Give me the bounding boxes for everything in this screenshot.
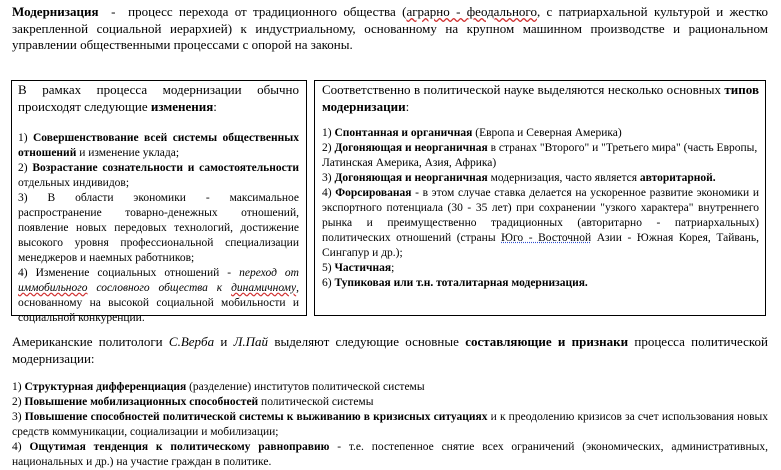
types-item-bold: Догоняющая и неорганичная [334,172,488,184]
types-item-mid: модернизация, часто является [487,172,640,184]
list-item [322,261,759,276]
components-lead [12,334,768,367]
components-item-number: 4) [12,441,30,453]
types-item-number: 3) [322,172,335,184]
components-item-rest: (разделение) институтов политической системы [186,381,425,393]
components-and: и [214,334,234,349]
components-item-number: 1) [12,381,25,393]
list-item [322,126,759,141]
types-item-rest: (Европа и Северная Америка) [472,127,622,139]
components-list [12,380,768,470]
types-item-number: 1) [322,127,335,139]
types-item-text-end: Азии - Южная Корея, Тайвань, Сингапур и др.); [322,232,759,259]
list-item [12,410,768,440]
list-item [322,186,759,261]
changes-item-dynamic: динамичному [231,282,297,294]
changes-item-end: , основанному на высокой социальной мобильности и социальной конкуренции. [18,282,299,324]
intro-agrarian: аграрно - феодального [406,4,537,19]
types-item-end: ; [391,262,395,274]
types-item-southeast: Юго - Восточной [501,232,592,244]
list-item [12,440,768,470]
changes-item-start: 4) Изменение социальных отношений - [18,267,240,279]
types-lead-text: Соответственно в политической науке выделяются несколько основных [322,82,725,97]
types-item-bold: Форсированая [335,187,412,199]
components-item-rest: - т.е. постепенное снятие всех ограничений (экономических, административных, национальных и др.) на участие граждан в политике. [12,441,768,468]
changes-item-immobile: иммобильного [18,282,88,294]
types-item-bold: Спонтанная и органичная [334,127,473,139]
changes-list [18,131,299,326]
types-item-bold: Догоняющая и неорганичная [334,142,488,154]
list-item [18,161,299,191]
components-lead-bold: составляющие и признаки [465,334,629,349]
changes-item-number: 1) [18,132,33,144]
changes-lead [18,82,299,115]
intro-paragraph [12,4,768,54]
types-item-rest: в странах "Второго" и "Третьего мира" (часть Европы, Латинская Америка, Азия, Африка) [322,142,758,169]
types-item-bold: Тупиковая или т.н. тоталитарная модернизация. [334,277,588,289]
components-item-rest: и к преодолению кризисов за счет использования новых средств коммуникации, социализации и мобилизации; [12,411,768,438]
list-item [18,131,299,161]
intro-text-after: , с патриархальной культурой и жестко закрепленной социальной иерархией) к индустриальному, основанному на крупном машинном производстве и рациональном управлении общественными процессами с опорой на законы. [12,4,769,52]
changes-item-rest: отдельных индивидов; [18,177,130,189]
list-item [12,380,768,395]
components-item-number: 2) [12,396,25,408]
changes-lead-text: В рамках процесса модернизации обычно происходят следующие [18,82,299,114]
types-lead [322,82,759,115]
components-item-bold: Структурная дифференциация [24,381,187,393]
changes-item-bold: Совершенствование всей системы общественных отношений [18,132,299,159]
types-item-number: 5) [322,262,335,274]
components-item-rest: политической системы [258,396,374,408]
types-item-text: - в этом случае ставка делается на ускоренное развитие экономики и экспортного потенциала (30 - 35 лет) при сохранении "узкого характера" внутреннего рынка и преимущественно традиционных (авторитарно - патриархальных) политических отношений (страны [322,187,759,244]
types-list [322,126,759,291]
changes-lead-end: : [213,98,217,114]
changes-item-italic: переход от [239,267,299,279]
changes-item-rest: и изменение уклада; [76,147,180,159]
types-item-bold: Частичная [334,262,392,274]
types-lead-bold: типов модернизации [322,82,759,114]
list-item [322,276,759,291]
list-item [18,266,299,326]
changes-item-bold: Возрастание сознательности и самостоятельности [32,162,299,174]
components-item-number: 3) [12,411,25,423]
components-lead-c: процесса политической модернизации: [12,334,768,366]
components-item-bold: Повышение мобилизационных способностей [24,396,259,408]
list-item [322,141,759,171]
components-lead-b: выделяют следующие основные [268,334,466,349]
list-item [12,395,768,410]
types-item-number: 2) [322,142,335,154]
types-lead-end: : [405,98,410,114]
changes-item-italic: сословного общества к [87,282,232,294]
author-pai: Л.Пай [233,334,269,349]
list-item: 3) В области экономики - максимальное распространение товарно-денежных отношений, появление новых передовых технологий, достижение высокого уровня профессиональной специализации менеджеров и наемных работников; [18,192,299,264]
list-item [322,171,759,186]
intro-term: Модернизация [12,4,99,19]
types-item-number: 4) [322,187,336,199]
components-lead-a: Американские политологи [12,334,169,349]
types-item-bold-authoritarian: авторитарной. [639,172,716,184]
types-item-number: 6) [322,277,335,289]
intro-text-before: - процесс перехода от традиционного общества ( [98,4,407,19]
changes-lead-bold: изменения [150,98,214,114]
author-verba: С.Верба [168,334,215,349]
components-item-bold: Ощутимая тенденция к политическому равноправию [29,441,330,453]
components-item-bold: Повышение способностей политической системы к выживанию в кризисных ситуациях [24,411,488,423]
changes-item-number: 2) [18,162,33,174]
